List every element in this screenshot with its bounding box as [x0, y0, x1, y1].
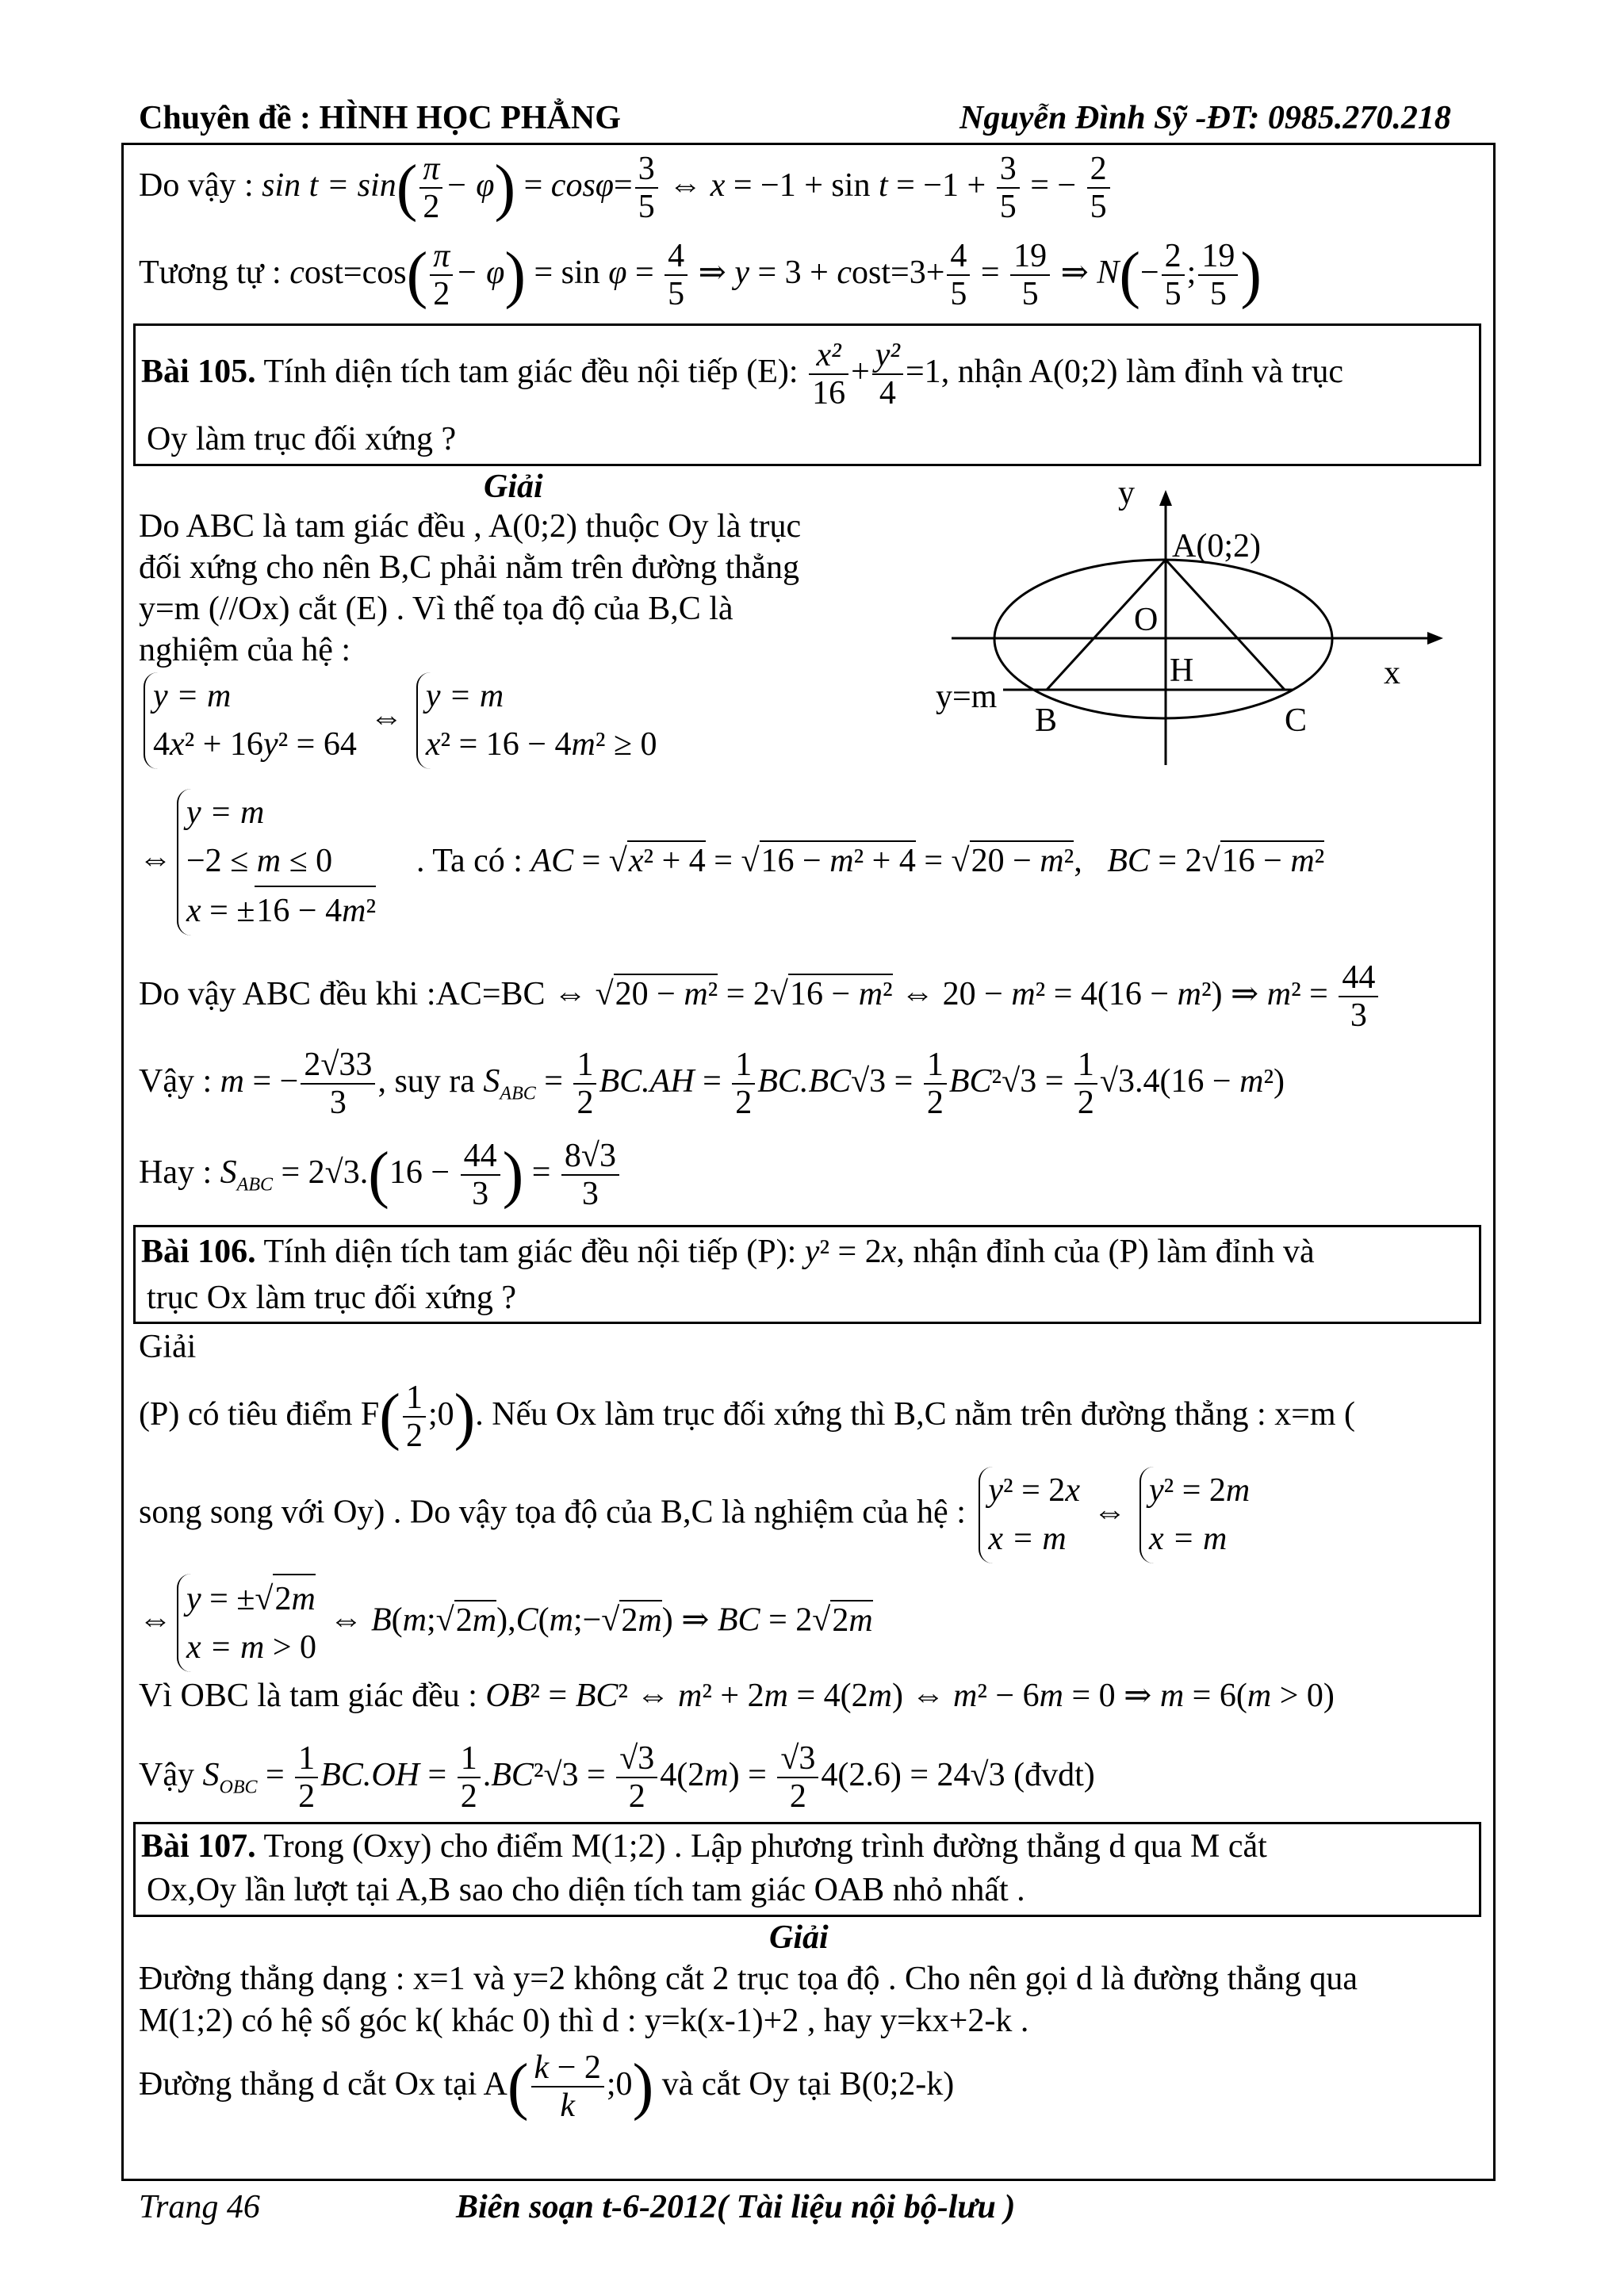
text: (đvdt) — [1013, 1756, 1095, 1793]
label-x: x — [1384, 655, 1400, 691]
problem-105-line2: Oy làm trục đối xứng ? — [147, 421, 457, 457]
paragraph-line: Đường thẳng d cắt Ox tại A( $\frac{k - 2}{k}$ ;0) và cắt Oy tại B(0;2-k) — [139, 2049, 955, 2125]
label-ym: y=m — [936, 679, 998, 715]
text: song song với Oy) . Do vậy tọa độ của B,C là nghiệm của hệ : — [139, 1494, 966, 1531]
problem-label: Bài 106. — [141, 1234, 256, 1270]
text: Hay : — [139, 1154, 213, 1191]
equation-bc: ⇔ y = ±√2m x = m > 0 ⇔ B(m;√2m),C(m;−√2m) ⇒ BC = 2√2m — [139, 1574, 873, 1672]
solution-heading: Giải — [484, 469, 543, 505]
equation-area-2: Hay : $S_{ABC} = 2√3.(16$ − $\frac{44}{3}$ ) = $\frac{8√3}{3}$ — [139, 1138, 622, 1212]
solution-heading: Giải — [139, 1329, 197, 1365]
equation-area-1: Vậy : m = − $\frac{2√33}{3}$ , suy ra $S_{ABC}$ = $\frac{1}{2}$ BC.AH = $\frac{1}{2}$ BC.BC√3 = $\frac{1}{2}$ BC²√3 = $\frac{1}{2}$ √3.4(16 − m²) — [139, 1047, 1285, 1122]
label-o: O — [1134, 602, 1159, 638]
text: Đường thẳng d cắt Ox tại A — [139, 2065, 508, 2103]
header-left: Chuyên đề : HÌNH HỌC PHẲNG — [139, 100, 621, 136]
text: (P) có tiêu điểm F — [139, 1395, 380, 1433]
label-h: H — [1170, 652, 1194, 689]
problem-label: Bài 107. — [141, 1828, 256, 1865]
header-right: Nguyễn Đình Sỹ -ĐT: 0985.270.218 — [959, 100, 1451, 136]
text: Vậy — [139, 1756, 194, 1793]
text: . Ta có : — [416, 843, 523, 879]
text: Vì OBC là tam giác đều : — [139, 1678, 477, 1714]
label-b: B — [1035, 702, 1058, 739]
text: Tương tự : — [139, 254, 282, 291]
equation-obc: Vì OBC là tam giác đều : OB² = BC² ⇔ m² + 2m = 4(2m) ⇔ m² − 6m = 0 ⇒ m = 6(m > 0) — [139, 1678, 1335, 1714]
paragraph-line: Đường thẳng dạng : x=1 và y=2 không cắt 2 trục tọa độ . Cho nên gọi d là đường thẳng qua — [139, 1961, 1358, 1997]
problem-text: Tính diện tích tam giác đều nội tiếp (E): — [263, 353, 799, 390]
problem-text: , nhận A(0;2) làm đỉnh và trục — [940, 353, 1344, 390]
equation-area-obc: Vậy $S_{OBC}$ = $\frac{1}{2}$ BC.OH = $\frac{1}{2}$ .BC²√3 = $\frac{√3}{2}$ 4(2m) = $\frac{√3}{2}$ 4(2.6) = 24√3 (đvdt) — [139, 1740, 1095, 1816]
problem-label: Bài 105. — [141, 353, 256, 390]
problem-106-line1: Bài 106. Tính diện tích tam giác đều nội tiếp (P): y² = 2x, nhận đỉnh của (P) làm đỉnh và — [141, 1234, 1315, 1270]
paragraph-line: (P) có tiêu điểm F( $\frac{1}{2}$ ;0). Nếu Ox làm trục đối xứng thì B,C nằm trên đường thẳng : x=m ( — [139, 1380, 1356, 1455]
solution-heading: Giải — [769, 1919, 829, 1956]
line-cos: Tương tự : cost=cos( $\frac{\pi}{2}$ − φ) = sin φ = $\frac{4}{5}$ ⇒ y = 3 + cost=3+ $\frac{4}{5}$ = $\frac{19}{5}$ ⇒ N(− $\frac{2}{5}$ ; $\frac{19}{5}$ ) — [139, 238, 1262, 313]
equation-ac-bc: . Ta có : AC = √x² + 4 = √16 − m² + 4 = √20 − m², BC = 2√16 − m² — [416, 840, 1324, 880]
y-axis-arrow — [1159, 490, 1172, 506]
paragraph-line: y=m (//Ox) cắt (E) . Vì thế tọa độ của B,C là — [139, 591, 733, 627]
ellipse-figure — [928, 476, 1483, 785]
label-c: C — [1285, 702, 1308, 739]
text: và cắt Oy tại B(0;2-k) — [661, 2065, 955, 2103]
equation-system-2: ⇔ y = m −2 ≤ m ≤ 0 x = ±16 − 4m² — [139, 789, 381, 936]
label-y: y — [1118, 475, 1135, 511]
paragraph-line: nghiệm của hệ : — [139, 632, 351, 668]
x-axis-arrow — [1427, 632, 1443, 645]
problem-text: Trong (Oxy) cho điểm M(1;2) . Lập phương trình đường thẳng d qua M cắt — [263, 1828, 1267, 1865]
problem-106-line2: trục Ox làm trục đối xứng ? — [147, 1280, 516, 1316]
text: , suy ra — [377, 1062, 475, 1100]
equation-system-1: y = m 4x² + 16y² = 64 ⇔ y = m x² = 16 − 4m² ≥ 0 — [139, 672, 662, 769]
problem-107-line2: Ox,Oy lần lượt tại A,B sao cho diện tích tam giác OAB nhỏ nhất . — [147, 1872, 1025, 1908]
problem-text: Tính diện tích tam giác đều nội tiếp (P): — [263, 1234, 797, 1270]
text: . Nếu Ox làm trục đối xứng thì B,C nằm trên đường thẳng : x=m ( — [475, 1395, 1356, 1433]
paragraph-line: đối xứng cho nên B,C phải nằm trên đường thẳng — [139, 549, 799, 586]
problem-105-line1: Bài 105. Tính diện tích tam giác đều nội tiếp (E): $\frac{\text{x²}}{16}$ + $\frac{\text{y²}}{4}$ =1, nhận A(0;2) làm đỉnh và trục — [141, 337, 1344, 412]
problem-107-line1 — [141, 1827, 1267, 1866]
paragraph-line: M(1;2) có hệ số góc k( khác 0) thì d : y=k(x-1)+2 , hay y=kx+2-k . — [139, 2003, 1029, 2039]
line-sin: Do vậy : sin t = sin( $\frac{\pi}{2}$ − φ) = cosφ= $\frac{3}{5}$ ⇔ x = −1 + sin t = −1 + $\frac{3}{5}$ = − $\frac{2}{5}$ — [139, 151, 1113, 225]
problem-text: , nhận đỉnh của (P) làm đỉnh và — [896, 1234, 1315, 1270]
text: Do vậy ABC đều khi :AC=BC — [139, 975, 546, 1012]
text: Do vậy : — [139, 166, 254, 204]
paragraph-line: Do ABC là tam giác đều , A(0;2) thuộc Oy là trục — [139, 508, 802, 545]
text: Vậy : — [139, 1062, 213, 1100]
footer-center: Biên soạn t-6-2012( Tài liệu nội bộ-lưu ) — [456, 2189, 1016, 2225]
equation-condition: Do vậy ABC đều khi :AC=BC ⇔ √20 − m² = 2√16 − m² ⇔ 20 − m² = 4(16 − m²) ⇒ m² = $\frac{44}{3}$ — [139, 959, 1381, 1034]
paragraph-line: song song với Oy) . Do vậy tọa độ của B,C là nghiệm của hệ : y² = 2x x = m ⇔ y² = 2m x = m — [139, 1467, 1254, 1563]
footer-page: Trang 46 — [139, 2189, 260, 2225]
label-a: A(0;2) — [1172, 528, 1261, 564]
